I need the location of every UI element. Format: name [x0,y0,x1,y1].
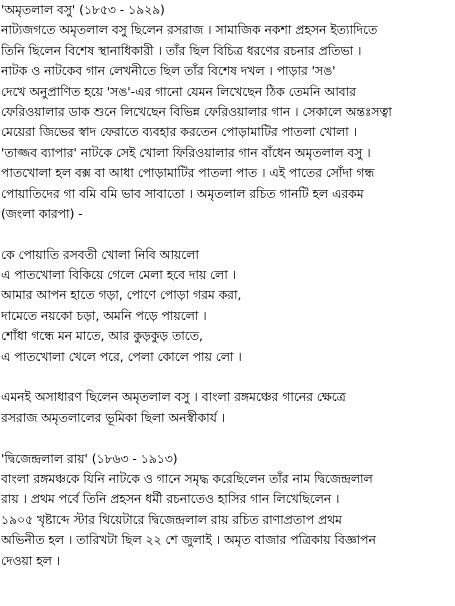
paragraph-line: অভিনীত হল । তারিখটা ছিল ২২ শে জুলাই । অমৃত বাজার পত্রিকায় বিজ্ঞাপন [1,533,376,548]
paragraph-line: পাতখোলা হল বক্স বা আধা পোড়ামাটির পাতলা পাত । এই পাতের সোঁদা গন্ধ [1,166,375,181]
paragraph-line: ফেরিওয়ালার ডাক শুনে লিখেছেন বিভিন্ন ফেরিওয়ালার গান । সেকালে অন্তঃসত্বা [1,104,392,119]
paragraph-line: তিনি ছিলেন বিশেষ স্থানাধিকারী । তাঁর ছিল বিচিত্র ধরণের রচনার প্রতিভা । [1,43,362,58]
song-line: আমার আপন হাতে গড়া, পোণে পোড়া গরম করা, [1,288,242,303]
paragraph-line: নাটক ও নাটকেব গান লেখনীতে ছিল তাঁর বিশেষ দখল । পাড়ার 'সঙ' [1,64,336,79]
paragraph-line: বাংলা রঙ্গমঞ্চকে যিনি নাটকে ও গানে সমৃদ্ধ করেছিলেন তাঁর নাম দ্বিজেন্দ্রলাল [1,471,373,486]
paragraph-line: রসরাজ অমৃতলালের ভূমিকা ছিলা অনস্বীকার্য । [1,410,226,425]
section-heading-dwijendralal: 'দ্বিজেন্দ্রলাল রায়' (১৮৬৩ - ১৯১৩) [1,451,178,466]
spacer [1,428,455,448]
paragraph-line: নাট্যজগতে অমৃতলাল বসু ছিলেন রসরাজ । সামাজিক নকশা প্রহসন ইত্যাদিতে [1,23,378,38]
paragraph-line: পোয়াতিদের গা বমি বমি ভাব সাবাতো । অমৃতলাল রচিত গানটি হল এরকম [1,186,364,201]
paragraph-line: ১৯০৫ খৃষ্টাব্দে স্টার থিয়েটারে দ্বিজেন্দ্রলাল রায় রচিত রাণাপ্রতাপ প্রথম [1,512,342,527]
section-heading-amritalal: 'অমৃতলাল বসু' (১৮৫৩ - ১৯২৯) [1,3,165,17]
paragraph-line: দেওয়া হল । [1,553,61,568]
song-line: কে পোয়াতি রসবতী খোলা নিবি আয়লো [1,247,199,262]
spacer [1,224,455,244]
song-line: শোঁধা গন্ধে মন মাতে, আর কুড়কুড় তাতে, [1,329,203,344]
spacer [1,367,455,387]
paragraph-line: এমনই অসাধারণ ছিলেন অমৃতলাল বসু । বাংলা রঙ্গমঞ্চের গানের ক্ষেত্রে [1,390,346,405]
paragraph-line: রায় । প্রথম পর্বে তিনি প্রহসন ধর্মী রচনাতেও হাসির গান লিখেছিলেন । [1,492,340,507]
song-line: এ পাতখোলা খেলে পরে, পেলা কোলে পায় লো । [1,349,242,364]
paragraph-line: (জংলা কারপা) - [1,206,83,221]
paragraph-line: 'তাজ্জব ব্যাপার' নাটকে সেই খোলা ফিরিওয়ালার গান বাঁধেন অমৃতলাল বসু । [1,145,371,160]
song-line: এ পাতখোলা বিকিয়ে গেলে মেলা হবে দায় লো । [1,268,237,283]
song-line: দামেতে নয়কো চড়া, অমনি পড়ে পায়লো । [1,308,207,323]
paragraph-line: দেখে অনুপ্রাণিত হয়ে 'সঙ'-এর গানো যেমন লিখেছেন ঠিক তেমনি আবার [1,84,356,99]
paragraph-line: মেয়েরা জিভের স্বাদ ফেরাতে ব্যবহার করতেন পোড়ামাটির পাতলা খোলা । [1,125,358,140]
